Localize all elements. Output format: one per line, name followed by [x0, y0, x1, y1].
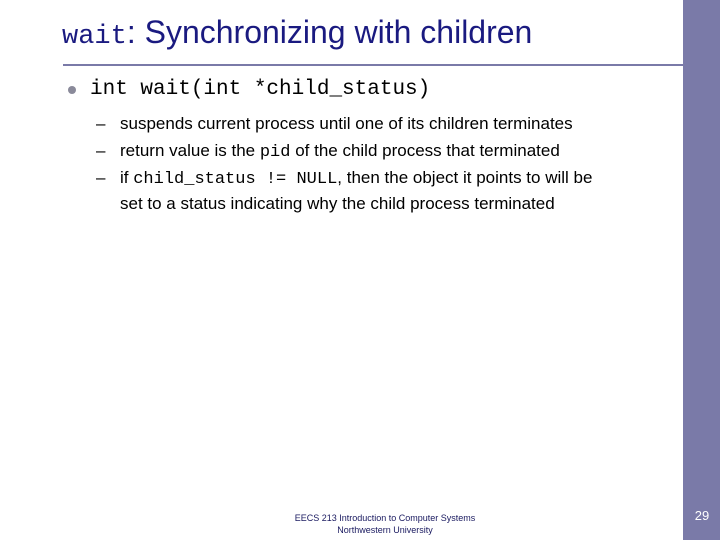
bullet-function-signature: int wait(int *child_status)	[90, 78, 431, 101]
footer-course: EECS 213 Introduction to Computer Systems	[294, 513, 476, 523]
side-accent-bar	[683, 0, 720, 540]
footer	[270, 512, 500, 536]
text-run: return value is the	[120, 141, 260, 160]
sub-item-text: suspends current process until one of its children terminates	[120, 114, 573, 133]
dash-icon: –	[96, 141, 106, 160]
footer-university: Northwestern University	[337, 525, 433, 535]
dash-icon: –	[96, 114, 106, 133]
slide-title	[62, 12, 532, 57]
bullet-icon	[68, 86, 76, 94]
title-text: : Synchronizing with children	[126, 14, 533, 50]
code-run: pid	[259, 143, 291, 162]
dash-icon: –	[96, 168, 106, 187]
code-run: child_status != NULL	[133, 170, 338, 189]
title-divider	[63, 64, 683, 66]
text-run: of the child process that terminated	[290, 141, 560, 160]
sub-item-text: set to a status indicating why the child process terminated	[120, 194, 555, 213]
text-run: , then the object it points to will be	[337, 168, 593, 187]
sub-item-text	[120, 166, 592, 192]
page-number: 29	[694, 508, 710, 523]
title-code: wait	[62, 22, 127, 52]
text-run: if	[120, 168, 134, 187]
sub-item-text	[120, 139, 560, 165]
